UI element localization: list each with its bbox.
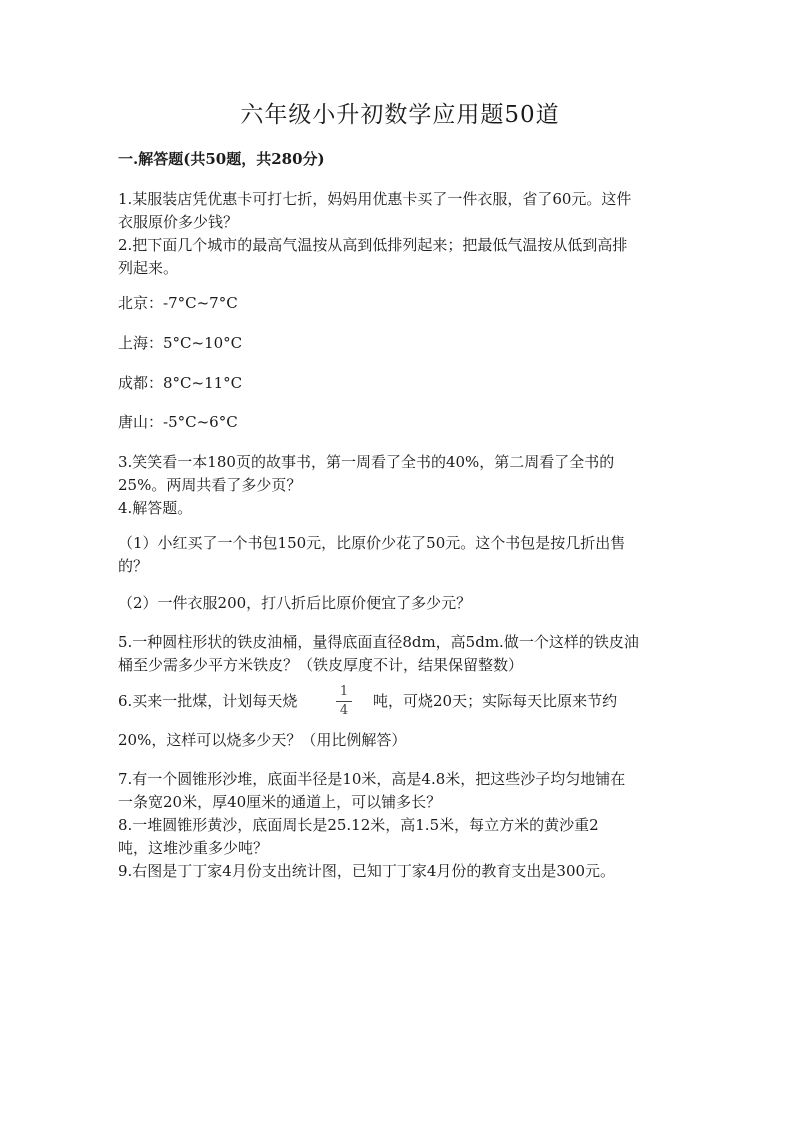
fraction-denominator: 4 — [339, 703, 349, 718]
question-6-line-1-post: 吨，可烧20天；实际每天比原来节约 — [373, 692, 618, 710]
question-3-line-2: 25%。两周共看了多少页？ — [118, 476, 302, 494]
question-4-sub-2: （2）一件衣服200，打八折后比原价便宜了多少元？ — [118, 594, 472, 612]
question-4-sub-1-line-1: （1）小红买了一个书包150元，比原价少花了50元。这个书包是按几折出售 — [118, 534, 626, 552]
question-4-sub-1-line-2: 的？ — [118, 557, 149, 575]
question-7-line-1: 7.有一个圆锥形沙堆，底面半径是10米，高是4.8米，把这些沙子均匀地铺在 — [118, 770, 626, 788]
page-title: 六年级小升初数学应用题50道 — [240, 102, 560, 128]
question-1-line-1: 1.某服装店凭优惠卡可打七折，妈妈用优惠卡买了一件衣服，省了60元。这件 — [118, 190, 632, 208]
question-3-line-1: 3.笑笑看一本180页的故事书，第一周看了全书的40%，第二周看了全书的 — [118, 453, 615, 471]
question-7-line-2: 一条宽20米，厚40厘米的通道上，可以铺多长？ — [118, 793, 442, 811]
question-5-line-2: 桶至少需多少平方米铁皮？（铁皮厚度不计，结果保留整数） — [118, 656, 524, 674]
question-5-line-1: 5.一种圆柱形状的铁皮油桶，量得底面直径8dm，高5dm.做一个这样的铁皮油 — [118, 633, 639, 651]
city-temp-chengdu: 成都：8°C~11°C — [118, 374, 243, 392]
fraction-one-quarter — [336, 684, 352, 719]
question-9-line-1: 9.右图是丁丁家4月份支出统计图，已知丁丁家4月份的教育支出是300元。 — [118, 862, 616, 880]
section-heading: 一.解答题(共50题，共280分) — [118, 150, 325, 168]
city-temp-tangshan: 唐山：-5°C~6°C — [118, 413, 238, 431]
question-6-line-2: 20%，这样可以烧多少天？（用比例解答） — [118, 731, 407, 749]
question-6-line-1-pre: 6.买来一批煤，计划每天烧 — [118, 692, 298, 710]
question-2-line-2: 列起来。 — [118, 259, 179, 277]
question-2-line-1: 2.把下面几个城市的最高气温按从高到低排列起来；把最低气温按从低到高排 — [118, 236, 628, 254]
question-8-line-2: 吨，这堆沙重多少吨？ — [118, 839, 269, 857]
city-temp-beijing: 北京：-7°C~7°C — [118, 294, 238, 312]
question-8-line-1: 8.一堆圆锥形黄沙，底面周长是25.12米，高1.5米，每立方米的黄沙重2 — [118, 816, 599, 834]
question-4-line-1: 4.解答题。 — [118, 499, 193, 517]
question-1-line-2: 衣服原价多少钱？ — [118, 213, 239, 231]
fraction-bar — [336, 701, 352, 702]
city-temp-shanghai: 上海：5°C~10°C — [118, 334, 243, 352]
fraction-numerator: 1 — [339, 684, 349, 699]
